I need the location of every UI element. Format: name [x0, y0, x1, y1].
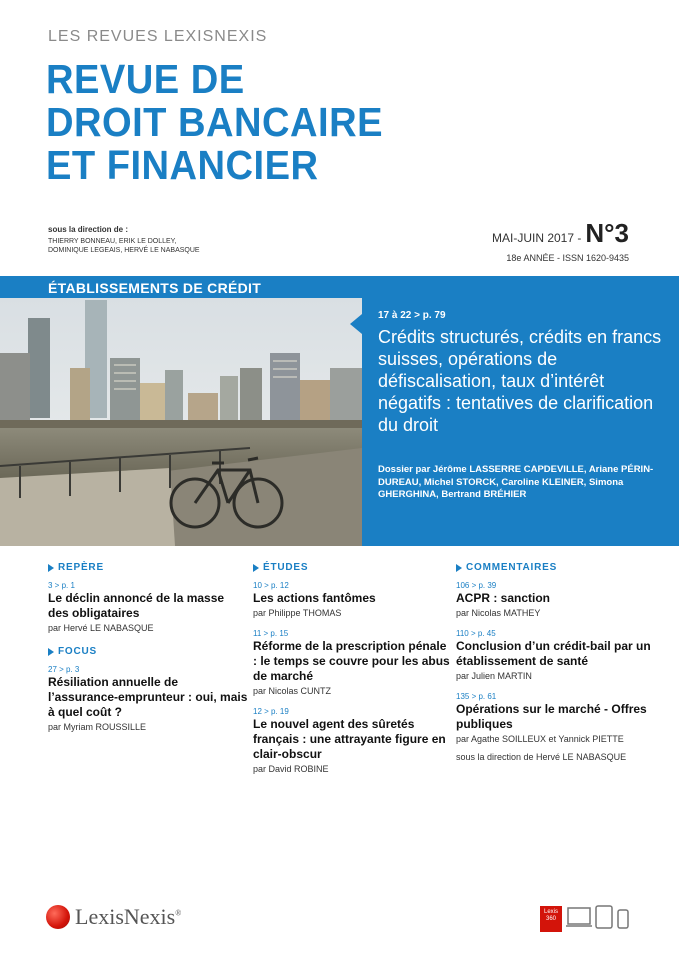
cover-photo [0, 298, 362, 546]
item-direction: sous la direction de Hervé LE NABASQUE [456, 752, 627, 762]
issue-date: MAI-JUIN 2017 - [492, 231, 582, 245]
list-item [253, 707, 453, 775]
lexis-badge-icon: Lexis 360 [540, 906, 562, 932]
list-item [456, 629, 656, 682]
city-bicycle-illustration [0, 298, 362, 546]
item-author: par Agathe SOILLEUX et Yannick PIETTE [456, 734, 624, 744]
item-page-ref: 3 > p. 1 [48, 581, 75, 590]
list-item [456, 692, 656, 763]
item-page-ref: 12 > p. 19 [253, 707, 289, 716]
section-repere: REPÈRE [48, 562, 248, 573]
item-title: Réforme de la prescription pénale : le temps se couvre pour les abus de marché [253, 639, 450, 683]
title-line-2: DROIT BANCAIRE [46, 99, 383, 145]
direction-label: sous la direction de : [48, 225, 129, 234]
dossier-headline: Crédits structurés, crédits en francs suisses, opérations de défiscalisation, taux d’intérêt négatifs : tentatives de clarification du droit [378, 327, 662, 435]
section-focus: FOCUS [48, 646, 248, 657]
item-page-ref: 135 > p. 61 [456, 692, 497, 701]
list-item [48, 581, 248, 634]
item-author: par Hervé LE NABASQUE [48, 623, 154, 633]
item-author: par David ROBINE [253, 764, 329, 774]
triangle-icon [253, 564, 259, 572]
section-commentaires: COMMENTAIRES [456, 562, 656, 573]
list-item [456, 581, 656, 619]
issue-number: N°3 [585, 218, 629, 248]
direction-names-2: DOMINIQUE LEGEAIS, HERVÉ LE NABASQUE [48, 247, 200, 254]
direction-names-1: THIERRY BONNEAU, ERIK LE DOLLEY, [48, 238, 177, 245]
item-title: Opérations sur le marché - Offres publiques [456, 702, 647, 731]
series-label: LES REVUES LEXISNEXIS [48, 28, 268, 45]
section-etudes: ÉTUDES [253, 562, 453, 573]
item-title: ACPR : sanction [456, 591, 551, 605]
dossier-page-ref: 17 à 22 > p. 79 [378, 310, 446, 321]
item-page-ref: 27 > p. 3 [48, 665, 80, 674]
main-dossier-panel [362, 276, 679, 546]
lexisnexis-logo [46, 904, 181, 930]
list-item [48, 665, 248, 733]
triangle-icon [456, 564, 462, 572]
item-page-ref: 110 > p. 45 [456, 629, 496, 638]
editorial-direction [48, 225, 200, 255]
item-author: par Nicolas MATHEY [456, 608, 541, 618]
item-author: par Myriam ROUSSILLE [48, 722, 147, 732]
item-title: Le nouvel agent des sûretés français : une attrayante figure en clair-obscur [253, 717, 446, 761]
item-page-ref: 11 > p. 15 [253, 629, 289, 638]
item-page-ref: 106 > p. 39 [456, 581, 497, 590]
lexisnexis-logo-icon [46, 905, 70, 929]
item-title: Le déclin annoncé de la masse des obligataires [48, 591, 225, 620]
dossier-authors: Dossier par Jérôme LASSERRE CAPDEVILLE, Ariane PÉRIN-DUREAU, Michel STORCK, Caroline KLEINER, Simona GHERGHINA, Bertrand BRÉHIER [378, 464, 654, 500]
column-commentaires [456, 562, 656, 773]
column-repere-focus [48, 562, 248, 743]
year-issn: 18e ANNÉE - ISSN 1620-9435 [506, 253, 629, 263]
title-line-1: REVUE DE [46, 56, 245, 102]
item-author: par Julien MARTIN [456, 671, 532, 681]
item-author: par Nicolas CUNTZ [253, 686, 332, 696]
issue-info [492, 218, 629, 263]
triangle-icon [48, 648, 54, 656]
item-title: Résiliation annuelle de l’assurance-emprunteur : oui, mais à quel coût ? [48, 675, 248, 719]
item-title: Conclusion d’un crédit-bail par un établissement de santé [456, 639, 651, 668]
panel-pointer-icon [350, 314, 362, 334]
triangle-icon [48, 564, 54, 572]
title-line-3: ET FINANCIER [46, 142, 319, 188]
list-item [253, 629, 453, 697]
journal-title [46, 58, 506, 187]
item-page-ref: 10 > p. 12 [253, 581, 289, 590]
section-band-label: ÉTABLISSEMENTS DE CRÉDIT [48, 280, 262, 296]
item-title: Les actions fantômes [253, 591, 376, 605]
publisher-name: LexisNexis® [75, 904, 182, 929]
column-etudes [253, 562, 453, 785]
list-item [253, 581, 453, 619]
devices-icon [566, 904, 632, 937]
item-author: par Philippe THOMAS [253, 608, 342, 618]
